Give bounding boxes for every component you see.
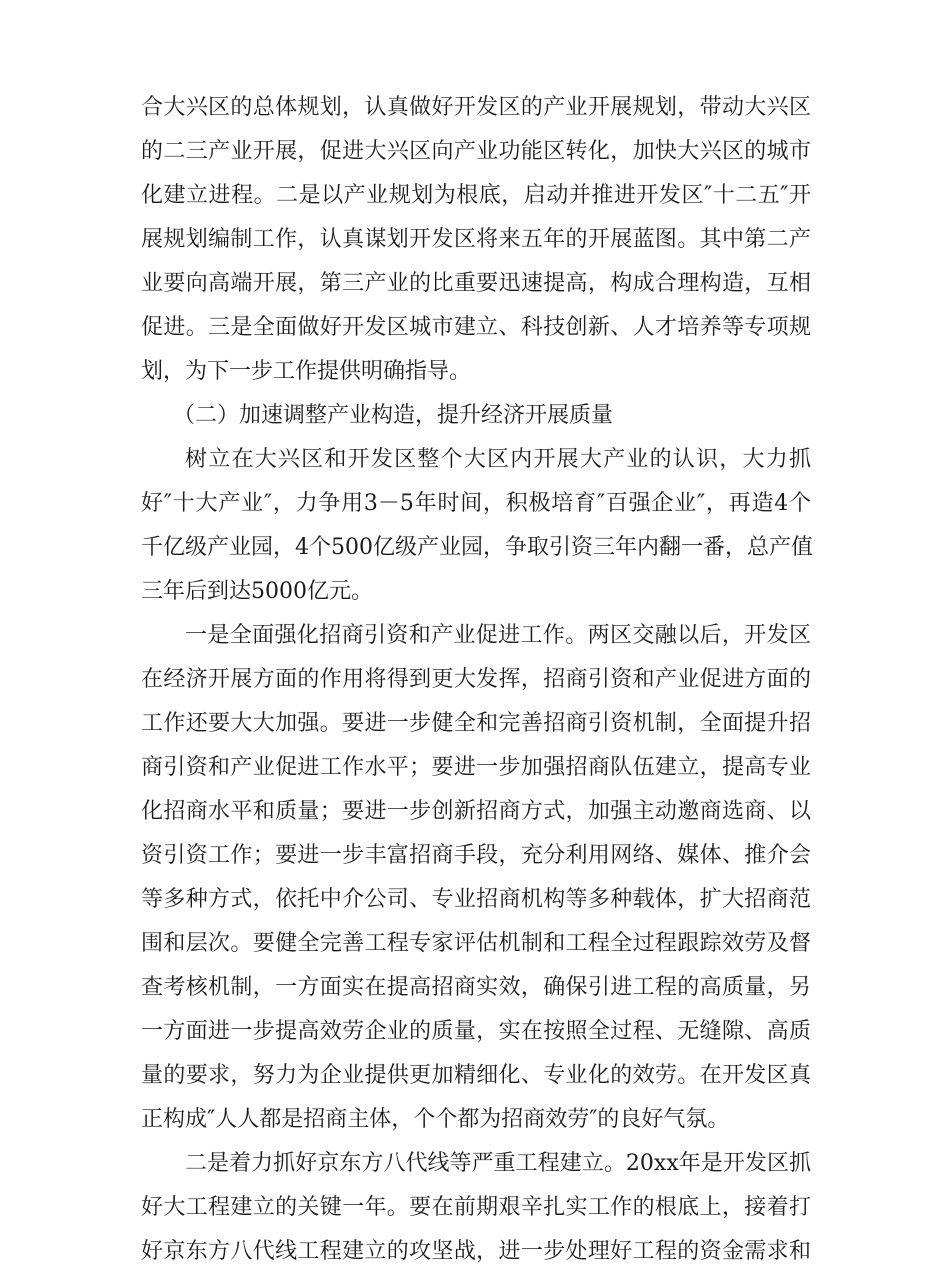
text-line: 合大兴区的总体规划，认真做好开发区的产业开展规划，带动大兴区	[141, 95, 811, 120]
text-line: 在经济开展方面的作用将得到更大发挥，招商引资和产业促进方面的	[141, 667, 811, 692]
text-line: 等多种方式，依托中介公司、专业招商机构等多种载体，扩大招商范	[141, 887, 811, 912]
text-line: 资引资工作；要进一步丰富招商手段，充分利用网络、媒体、推介会	[141, 843, 811, 868]
text-line: 查考核机制，一方面实在提高招商实效，确保引进工程的高质量，另	[141, 975, 811, 1000]
text-line: 商引资和产业促进工作水平；要进一步加强招商队伍建立，提高专业	[141, 755, 811, 780]
document-body	[141, 86, 811, 1274]
text-line: 业要向高端开展，第三产业的比重要迅速提高，构成合理构造，互相	[141, 271, 811, 296]
text-line: 量的要求，努力为企业提供更加精细化、专业化的效劳。在开发区真	[141, 1063, 811, 1088]
text-line: 二是着力抓好京东方八代线等严重工程建立。20xx年是开发区抓	[185, 1151, 811, 1176]
text-line: 展规划编制工作，认真谋划开发区将来五年的开展蓝图。其中第二产	[141, 227, 811, 252]
section-heading: （二）加速调整产业构造，提升经济开展质量	[173, 403, 614, 428]
text-line: 围和层次。要健全完善工程专家评估机制和工程全过程跟踪效劳及督	[141, 931, 811, 956]
text-line: 划，为下一步工作提供明确指导。	[141, 359, 472, 384]
text-line: 三年后到达5000亿元。	[141, 579, 373, 604]
text-line: 好大工程建立的关键一年。要在前期艰辛扎实工作的根底上，接着打	[141, 1195, 811, 1220]
text-line: 树立在大兴区和开发区整个大区内开展大产业的认识，大力抓	[185, 447, 811, 472]
text-line: 好″十大产业″，力争用3－5年时间，积极培育″百强企业″，再造4个	[141, 491, 811, 516]
text-line: 工作还要大大加强。要进一步健全和完善招商引资机制，全面提升招	[141, 711, 811, 736]
text-line: 好京东方八代线工程建立的攻坚战，进一步处理好工程的资金需求和	[141, 1239, 811, 1264]
text-line: 一是全面强化招商引资和产业促进工作。两区交融以后，开发区	[185, 623, 811, 648]
text-line: 化建立进程。二是以产业规划为根底，启动并推进开发区″十二五″开	[141, 183, 811, 208]
text-line: 千亿级产业园，4个500亿级产业园，争取引资三年内翻一番，总产值	[141, 535, 813, 560]
text-line: 一方面进一步提高效劳企业的质量，实在按照全过程、无缝隙、高质	[141, 1019, 811, 1044]
text-line: 正构成″人人都是招商主体，个个都为招商效劳″的良好气氛。	[141, 1107, 730, 1132]
text-line: 促进。三是全面做好开发区城市建立、科技创新、人才培养等专项规	[141, 315, 811, 340]
text-line: 化招商水平和质量；要进一步创新招商方式，加强主动邀商选商、以	[141, 799, 811, 824]
text-line: 的二三产业开展，促进大兴区向产业功能区转化，加快大兴区的城市	[141, 139, 811, 164]
